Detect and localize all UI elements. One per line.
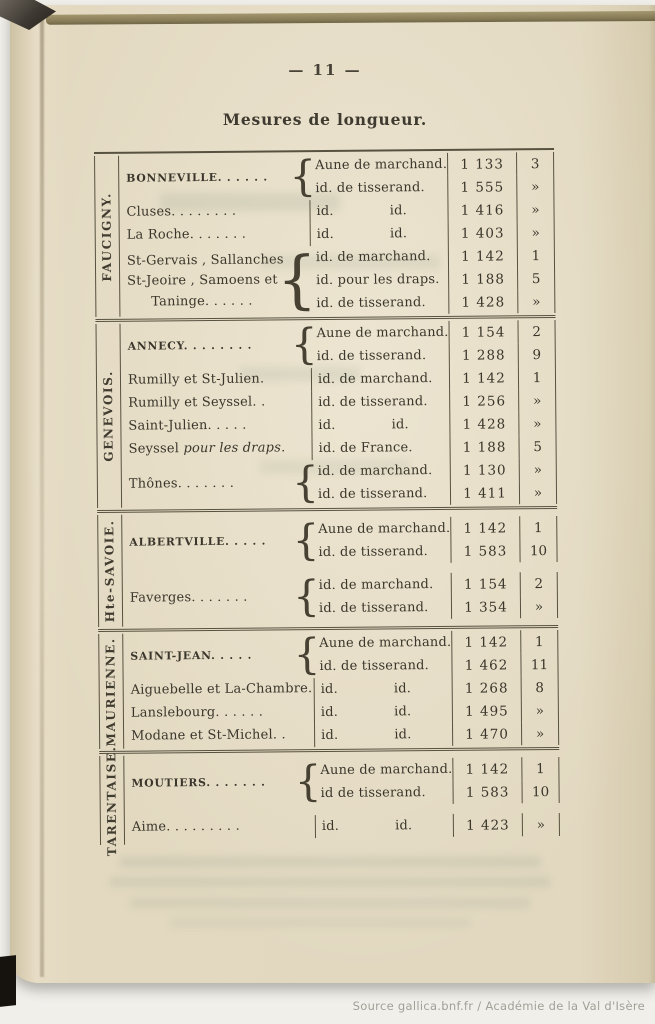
town-name bbox=[131, 772, 314, 794]
value-fraction: » bbox=[521, 722, 559, 745]
show-through-smudge bbox=[120, 857, 540, 867]
town-cell bbox=[121, 368, 311, 393]
value-fraction: 9 bbox=[518, 343, 556, 366]
value-metres: 1 142 bbox=[449, 366, 518, 390]
town-text: Rumilly et Seyssel. . bbox=[128, 394, 266, 412]
measure-name bbox=[312, 440, 449, 456]
measure-row bbox=[312, 412, 556, 437]
region-cell bbox=[97, 515, 123, 627]
measure-label: id. de marchand. bbox=[318, 577, 434, 594]
measure-label: id. bbox=[316, 226, 334, 243]
town-entry bbox=[122, 511, 558, 571]
measure-name bbox=[311, 348, 449, 364]
measure-name bbox=[315, 681, 452, 697]
town-text: Cluses. . . . . . . . bbox=[126, 204, 237, 221]
town-cell bbox=[124, 724, 314, 749]
value-fraction: 5 bbox=[518, 435, 556, 458]
town-cell bbox=[125, 815, 315, 840]
value-fraction: 2 bbox=[520, 572, 558, 595]
region-section bbox=[98, 625, 559, 751]
measure-row bbox=[312, 435, 556, 460]
town-entry bbox=[123, 630, 558, 680]
measure-name bbox=[314, 762, 452, 778]
town-name bbox=[131, 680, 314, 702]
measure-name bbox=[311, 226, 448, 242]
value-fraction: » bbox=[519, 458, 557, 481]
measure-name bbox=[309, 157, 447, 173]
gutter-crease bbox=[40, 15, 44, 977]
town-name bbox=[128, 370, 311, 392]
town-cell bbox=[119, 151, 317, 202]
region-label: TARENTAISE. bbox=[104, 745, 120, 856]
measure-row bbox=[312, 458, 557, 483]
measure-rows bbox=[310, 244, 556, 315]
value-metres: 1 142 bbox=[452, 757, 521, 781]
measure-label: id. de tisserand. bbox=[316, 295, 426, 312]
measure-label: id. bbox=[316, 203, 334, 220]
value-fraction: 1 bbox=[520, 630, 558, 653]
measures-table bbox=[94, 148, 560, 856]
measure-row bbox=[315, 699, 559, 724]
measure-rows bbox=[311, 389, 556, 414]
town-cell bbox=[120, 242, 318, 317]
measure-label: id. de marchand. bbox=[317, 463, 433, 480]
value-metres: 1 188 bbox=[448, 267, 517, 291]
measure-label-2: id. bbox=[395, 818, 413, 834]
binding-tab bbox=[0, 955, 16, 1007]
page-top-edge bbox=[46, 11, 655, 25]
measure-name bbox=[315, 704, 452, 720]
town-entry bbox=[122, 458, 557, 508]
measure-label-2: id. bbox=[389, 203, 407, 219]
measure-label: Aune de marchand. bbox=[320, 761, 453, 779]
town-text: Taninge. . . . . . bbox=[151, 293, 253, 310]
measure-label-2: id. bbox=[394, 704, 412, 720]
measure-name bbox=[313, 658, 451, 674]
entries bbox=[123, 630, 559, 749]
measure-rows bbox=[314, 676, 559, 701]
region-cell bbox=[98, 634, 124, 749]
measure-label: Aune de marchand. bbox=[316, 324, 449, 342]
measure-label: id. bbox=[320, 681, 338, 698]
value-metres: 1 583 bbox=[450, 539, 519, 563]
town-text: MOUTIERS. . . . . . . bbox=[131, 775, 266, 790]
measure-rows bbox=[310, 320, 555, 368]
measure-label: id de tisserand. bbox=[320, 785, 426, 802]
town-text: BONNEVILLE. . . . . . bbox=[126, 170, 268, 185]
measure-row bbox=[312, 389, 556, 414]
measure-row bbox=[309, 175, 554, 200]
region-cell bbox=[94, 156, 120, 317]
brace-glyph: { bbox=[290, 319, 318, 369]
town-cell bbox=[122, 515, 320, 566]
value-metres: 1 268 bbox=[452, 676, 521, 700]
value-metres: 1 411 bbox=[450, 481, 519, 505]
measure-row bbox=[312, 481, 557, 506]
region-section bbox=[95, 315, 557, 510]
measure-label: id. de tisserand. bbox=[318, 600, 429, 617]
measure-row bbox=[313, 572, 558, 597]
source-credit: Source gallica.bnf.fr / Académie de la Val d'Isère bbox=[352, 999, 645, 1013]
measure-name bbox=[312, 521, 450, 537]
measure-row bbox=[313, 653, 558, 678]
measure-label: Aune de marchand. bbox=[319, 634, 452, 652]
measure-row bbox=[315, 722, 559, 747]
value-fraction: 3 bbox=[516, 152, 554, 175]
value-fraction: » bbox=[517, 221, 555, 244]
measure-name bbox=[310, 203, 447, 219]
measure-rows bbox=[312, 516, 557, 564]
town-cell bbox=[124, 701, 314, 726]
town-cell bbox=[121, 437, 311, 462]
measure-rows bbox=[310, 221, 555, 246]
town-cell bbox=[122, 457, 320, 508]
town-name bbox=[130, 645, 313, 667]
town-text: St-Jeoire , Samoens et bbox=[127, 272, 278, 290]
town-text: SAINT-JEAN. . . . . bbox=[130, 648, 253, 663]
measure-row bbox=[310, 267, 555, 292]
measure-name bbox=[313, 600, 451, 616]
town-name bbox=[126, 202, 309, 224]
town-text: Lanslebourg. . . . . . bbox=[130, 704, 264, 722]
value-fraction: 1 bbox=[518, 366, 556, 389]
measure-label: id. de marchand. bbox=[317, 371, 433, 388]
measure-row bbox=[312, 539, 557, 564]
measure-label-2: id. bbox=[393, 681, 412, 697]
measure-name bbox=[310, 249, 448, 265]
brace-glyph: { bbox=[276, 242, 318, 316]
brace-glyph: { bbox=[291, 457, 320, 507]
measure-rows bbox=[309, 198, 554, 223]
show-through-smudge bbox=[170, 918, 470, 927]
value-fraction: 8 bbox=[521, 676, 559, 699]
measure-rows bbox=[311, 412, 556, 437]
value-fraction: 1 bbox=[517, 244, 555, 267]
town-text: ANNECY. . . . . . . . bbox=[127, 338, 253, 353]
measure-label-2: id. bbox=[389, 226, 408, 242]
measure-rows bbox=[313, 630, 558, 678]
measure-rows bbox=[314, 699, 559, 724]
value-fraction: 5 bbox=[517, 267, 555, 290]
town-name bbox=[126, 167, 309, 189]
value-metres: 1 142 bbox=[448, 244, 517, 268]
town-text: St-Gervais , Sallanches bbox=[126, 252, 284, 269]
value-fraction: » bbox=[520, 595, 558, 618]
value-fraction: » bbox=[517, 290, 555, 313]
measure-rows bbox=[313, 572, 558, 620]
measure-name bbox=[312, 394, 449, 410]
page-title: Mesures de longueur. bbox=[222, 110, 428, 129]
measure-name bbox=[312, 371, 449, 387]
measure-label: Aune de marchand. bbox=[315, 156, 448, 174]
region-section bbox=[97, 506, 558, 629]
show-through-smudge bbox=[130, 898, 530, 908]
measure-rows bbox=[315, 813, 560, 838]
town-text: La Roche. . . . . . . bbox=[126, 227, 247, 244]
town-name bbox=[129, 473, 312, 495]
town-entry bbox=[120, 320, 555, 370]
entries bbox=[124, 752, 560, 845]
measure-label: id. de tisserand. bbox=[319, 658, 430, 675]
brace-glyph: { bbox=[293, 629, 321, 679]
measure-row bbox=[314, 780, 559, 805]
value-fraction: 11 bbox=[520, 653, 558, 676]
town-cell bbox=[119, 200, 309, 225]
measure-row bbox=[314, 757, 559, 782]
town-text: Aiguebelle et La-Chambre. bbox=[130, 681, 313, 699]
value-metres: 1 133 bbox=[447, 152, 516, 176]
town-name bbox=[128, 439, 311, 461]
entries bbox=[119, 152, 555, 317]
town-entry bbox=[125, 808, 560, 845]
town-name bbox=[128, 416, 311, 438]
measure-row bbox=[315, 676, 559, 701]
value-fraction: » bbox=[518, 412, 556, 435]
value-fraction: » bbox=[516, 198, 554, 221]
value-metres: 1 154 bbox=[448, 320, 517, 344]
measure-name bbox=[310, 325, 448, 341]
page-number: — 11 — bbox=[288, 61, 362, 79]
measure-rows bbox=[311, 435, 556, 460]
measure-row bbox=[316, 813, 560, 838]
measure-row bbox=[311, 343, 556, 368]
town-cell bbox=[124, 756, 322, 807]
measure-name bbox=[312, 486, 450, 502]
town-text: Rumilly et St-Julien. bbox=[127, 371, 265, 389]
measure-label: id. de tisserand. bbox=[318, 394, 428, 411]
town-text: Saint-Julien. . . . . bbox=[128, 418, 247, 435]
measure-name bbox=[309, 180, 447, 196]
measure-row bbox=[310, 290, 555, 315]
value-metres: 1 154 bbox=[451, 572, 520, 596]
measure-label-2: id. bbox=[391, 417, 409, 433]
measure-name bbox=[315, 785, 453, 801]
town-name bbox=[129, 531, 312, 553]
value-metres: 1 256 bbox=[449, 389, 518, 413]
town-cell bbox=[124, 678, 314, 703]
measure-name bbox=[316, 818, 453, 834]
town-cell bbox=[120, 319, 318, 370]
town-cell bbox=[121, 391, 311, 416]
value-metres: 1 428 bbox=[448, 290, 517, 314]
book-page bbox=[10, 5, 655, 983]
town-text: Modane et St-Michel. . bbox=[131, 727, 286, 745]
town-text: Aime. . . . . . . . . bbox=[131, 819, 240, 836]
measure-row bbox=[310, 198, 554, 223]
measure-label: id. bbox=[321, 727, 339, 744]
value-fraction: » bbox=[522, 813, 560, 836]
measure-row bbox=[313, 630, 558, 655]
measure-row bbox=[310, 320, 555, 345]
measure-name bbox=[315, 727, 452, 743]
measure-row bbox=[311, 221, 555, 246]
measure-name bbox=[313, 635, 451, 651]
show-through-smudge bbox=[110, 877, 550, 887]
region-label: GENEVOIS. bbox=[101, 370, 117, 462]
value-fraction: 1 bbox=[521, 757, 559, 780]
value-fraction: » bbox=[516, 175, 554, 198]
measure-label: id. de tisserand. bbox=[315, 180, 425, 197]
measure-row bbox=[312, 516, 557, 541]
measure-rows bbox=[311, 366, 556, 391]
town-text: Seyssel bbox=[128, 441, 184, 458]
value-metres: 1 428 bbox=[449, 412, 518, 436]
measure-row bbox=[313, 595, 558, 620]
measure-label: id. de tisserand. bbox=[316, 348, 427, 365]
measure-name bbox=[312, 544, 450, 560]
town-text: Faverges. . . . . . . bbox=[129, 589, 248, 606]
measure-label: id. de marchand. bbox=[315, 249, 431, 266]
value-fraction: 10 bbox=[519, 539, 557, 562]
value-fraction: 2 bbox=[517, 320, 555, 343]
town-cell bbox=[123, 629, 321, 680]
region-cell bbox=[96, 324, 123, 508]
region-label: Hte-SAVOIE. bbox=[102, 519, 118, 623]
measure-name bbox=[312, 417, 449, 433]
measure-label: id. de France. bbox=[318, 440, 413, 457]
town-name bbox=[131, 726, 314, 748]
measure-rows bbox=[312, 458, 557, 506]
value-fraction: » bbox=[519, 481, 557, 504]
measure-label: id. pour les draps. bbox=[316, 271, 440, 289]
measure-name bbox=[312, 463, 450, 479]
brace-glyph: { bbox=[292, 515, 320, 565]
brace-glyph: { bbox=[292, 571, 321, 621]
value-metres: 1 142 bbox=[450, 516, 519, 540]
town-name bbox=[128, 393, 311, 415]
value-metres: 1 416 bbox=[447, 198, 516, 222]
measure-label: id. bbox=[318, 417, 336, 434]
value-metres: 1 188 bbox=[449, 435, 518, 459]
measure-name bbox=[310, 295, 448, 311]
brace-glyph: { bbox=[289, 151, 317, 201]
measure-rows bbox=[314, 722, 559, 747]
town-entry bbox=[119, 152, 554, 202]
value-metres: 1 403 bbox=[448, 221, 517, 245]
region-cell bbox=[99, 745, 125, 856]
measure-label: id. bbox=[321, 818, 340, 835]
value-fraction: 10 bbox=[521, 780, 559, 803]
measure-rows bbox=[314, 757, 559, 805]
town-name bbox=[130, 587, 313, 609]
town-text: pour les draps. bbox=[183, 440, 286, 457]
measure-row bbox=[309, 152, 554, 177]
value-metres: 1 288 bbox=[449, 343, 518, 367]
measure-name bbox=[310, 272, 448, 288]
measure-label: id. de tisserand. bbox=[318, 544, 429, 561]
region-section bbox=[94, 148, 555, 319]
region-section bbox=[99, 745, 560, 856]
value-metres: 1 495 bbox=[452, 699, 521, 723]
measure-label: id. de tisserand. bbox=[317, 486, 428, 503]
value-metres: 1 555 bbox=[447, 175, 516, 199]
value-metres: 1 423 bbox=[453, 813, 522, 837]
measure-rows bbox=[309, 152, 554, 200]
measure-name bbox=[313, 577, 451, 593]
value-metres: 1 130 bbox=[450, 458, 519, 482]
value-metres: 1 583 bbox=[453, 780, 522, 804]
value-fraction: 1 bbox=[519, 516, 557, 539]
value-metres: 1 142 bbox=[451, 630, 520, 654]
town-entry bbox=[124, 722, 559, 749]
measure-label-2: id. bbox=[394, 727, 412, 743]
entries bbox=[120, 320, 557, 508]
region-label: FAUCIGNY. bbox=[99, 191, 115, 282]
value-fraction: » bbox=[518, 389, 556, 412]
town-name bbox=[131, 703, 314, 725]
value-fraction: » bbox=[521, 699, 559, 722]
brace-glyph: { bbox=[294, 756, 322, 806]
town-entry bbox=[120, 244, 556, 317]
town-text: ALBERTVILLE. . . . . bbox=[129, 534, 267, 549]
town-name bbox=[128, 335, 311, 357]
measure-row bbox=[310, 244, 555, 269]
town-entry bbox=[123, 567, 559, 627]
value-metres: 1 470 bbox=[452, 722, 521, 746]
region-label: MAURIENNE. bbox=[103, 636, 119, 746]
measure-label: Aune de marchand. bbox=[318, 520, 451, 538]
town-name bbox=[132, 817, 315, 839]
measure-label: id. bbox=[320, 704, 339, 721]
town-entry bbox=[124, 752, 560, 812]
town-cell bbox=[123, 571, 321, 622]
town-cell bbox=[121, 414, 311, 439]
entries bbox=[122, 511, 558, 627]
town-text: Thônes. . . . . . . bbox=[128, 475, 235, 492]
value-metres: 1 354 bbox=[451, 595, 520, 619]
measure-row bbox=[312, 366, 556, 391]
value-metres: 1 462 bbox=[451, 653, 520, 677]
